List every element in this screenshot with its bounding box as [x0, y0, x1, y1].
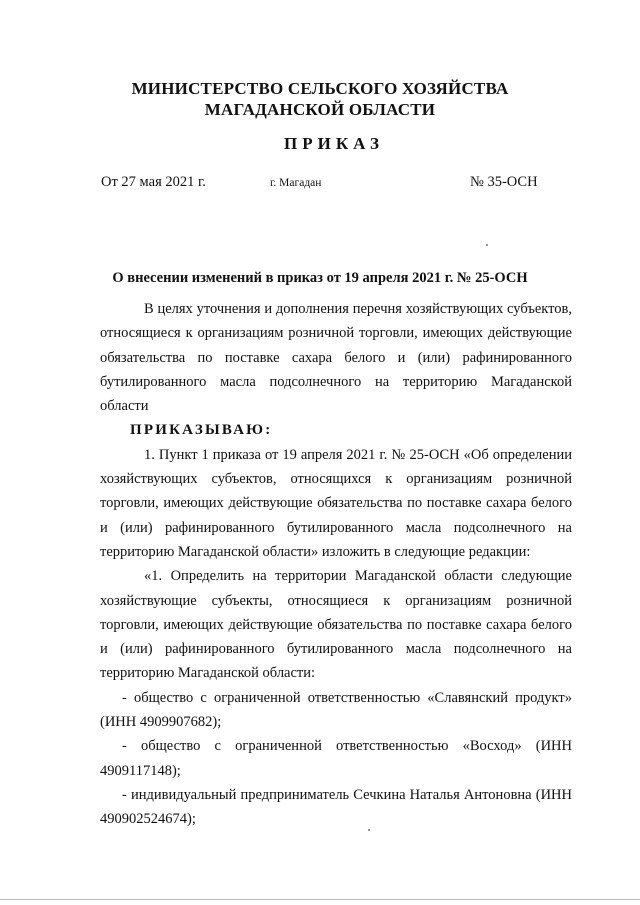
document-title: О внесении изменений в приказ от 19 апреля 2021 г. № 25-ОСН: [112, 270, 528, 286]
order-place: г. Магадан: [270, 177, 322, 189]
list-item: - общество с ограниченной ответственностью «Восход» (ИНН 4909117148);: [100, 738, 572, 779]
list-item: - общество с ограниченной ответственностью «Славянский продукт» (ИНН 4909907682);: [100, 689, 572, 731]
ministry-line-2: МАГАДАНСКОЙ ОБЛАСТИ: [204, 100, 436, 119]
quote-1-paragraph: «1. Определить на территории Магаданской области следующие хозяйствующие субъекты, относящиеся к организациям розничной торговли, имеющих действующие обязательства по поставке сахара белого и (или) рафинированного бутилированного масла подсолнечного на территорию Магаданской области:: [100, 568, 572, 682]
order-word: ПРИКАЗЫВАЮ:: [130, 422, 273, 439]
scan-speck: [486, 244, 488, 246]
document-type: ПРИКАЗ: [284, 134, 384, 153]
order-date: От 27 мая 2021 г.: [101, 174, 206, 190]
document-body: [100, 297, 572, 832]
scan-speck: [368, 829, 370, 831]
list-item: - индивидуальный предприниматель Сечкина Наталья Антоновна (ИНН 490902524674);: [100, 786, 572, 828]
ministry-line-1: МИНИСТЕРСТВО СЕЛЬСКОГО ХОЗЯЙСТВА: [131, 79, 509, 98]
preamble-paragraph: В целях уточнения и дополнения перечня хозяйствующих субъектов, относящиеся к организациям розничной торговли, имеющих действующие обязательства по поставке сахара белого и (или) рафинированного бутилированного масла подсолнечного на территорию Магаданской области: [100, 301, 572, 415]
scan-edge-line: [0, 899, 640, 900]
item-1-paragraph: 1. Пункт 1 приказа от 19 апреля 2021 г. № 25-ОСН «Об определении хозяйствующих субъектов, относящихся к организациям розничной торговли, имеющих действующие обязательства по поставке сахара белого и (или) рафинированного бутилированного масла подсолнечного на территорию Магаданской области» изложить в следующие редакции:: [100, 446, 572, 560]
ministry-header: [0, 78, 640, 120]
order-number: № 35-ОСН: [470, 174, 538, 190]
